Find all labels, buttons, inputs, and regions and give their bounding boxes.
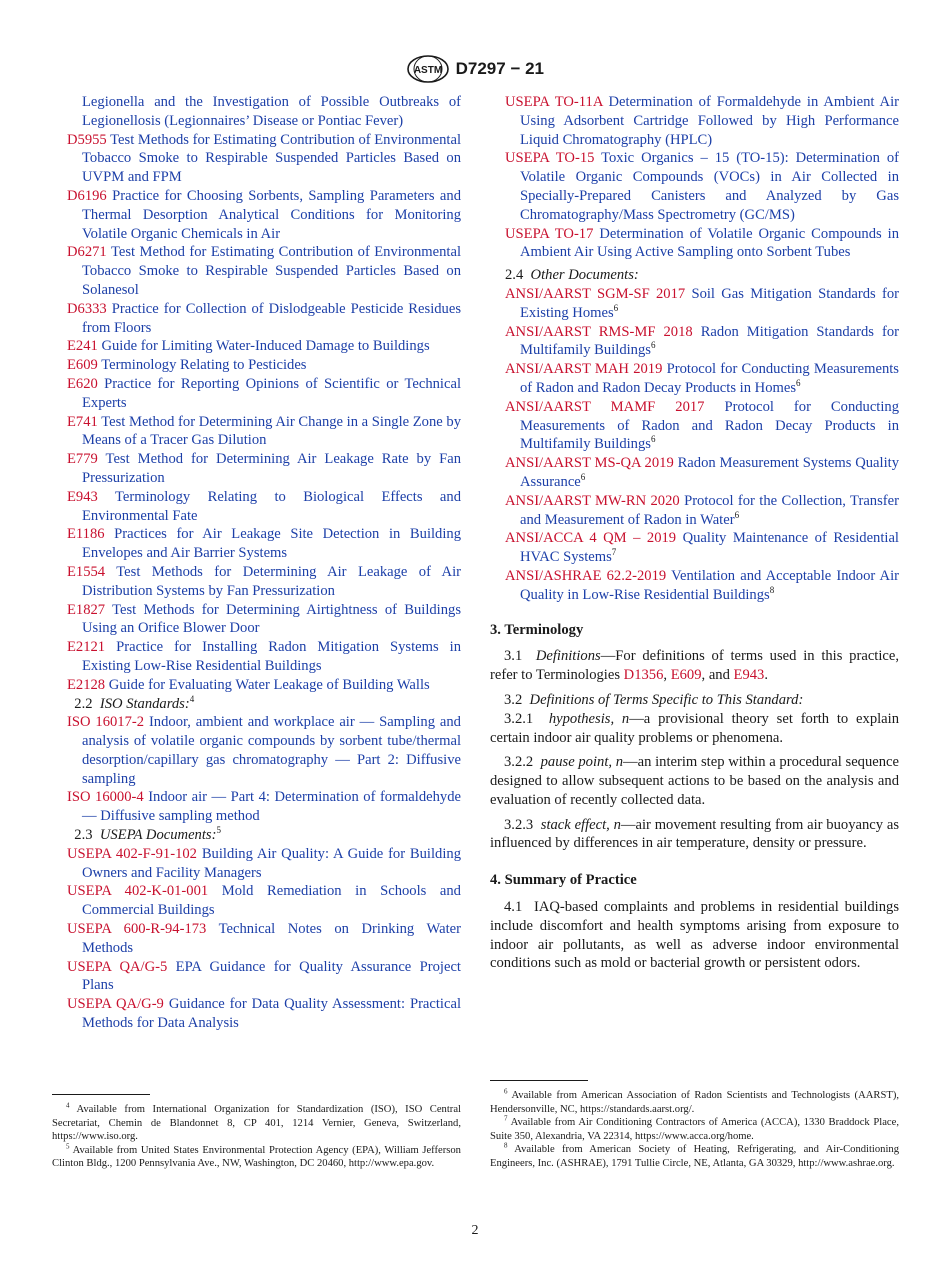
reference-code-link[interactable]: USEPA 402-F-91-102 xyxy=(67,845,197,862)
reference-code-link[interactable]: USEPA 600-R-94-173 xyxy=(67,921,207,938)
reference-title-link[interactable]: Test Methods for Estimating Contribution of Environmental Tobacco Smoke to Respirable Suspended Particles Based on UVPM and FPM xyxy=(82,131,461,186)
reference-code-link[interactable]: ISO 16017-2 xyxy=(67,714,145,731)
reference-list-astm xyxy=(67,131,461,695)
footnote xyxy=(490,1143,899,1170)
reference-code-link[interactable]: E2121 xyxy=(67,639,106,656)
reference-title-link[interactable]: Test Method for Estimating Contribution of Environmental Tobacco Smoke to Respirable Suspended Particles Based on Solanesol xyxy=(82,244,461,298)
reference-item xyxy=(505,360,899,398)
footnote-text: Available from Air Conditioning Contractors of America (ACCA), 1330 Braddock Place, Suite 350, Alexandria, VA 22314, https://www.acca.org/home. xyxy=(490,1117,899,1142)
section-3-heading: 3. Terminology xyxy=(490,621,584,638)
footnote-text: Available from American Society of Heating, Refrigerating, and Air-Conditioning Engineers, Inc. (ASHRAE), 1791 Tullie Circle, NE, Atlanta, GA 30329, http://www.ashrae.org. xyxy=(490,1144,899,1169)
reference-item xyxy=(67,337,461,356)
reference-title-link[interactable]: Indoor, ambient and workplace air — Sampling and analysis of volatile organic compounds by sorbent tube/thermal desorption/capillary gas chromatography — Part 2: Diffusive sampling xyxy=(82,714,461,787)
footnote-marker: 6 xyxy=(650,434,656,445)
reference-code-link[interactable]: ANSI/AARST SGM-SF 2017 xyxy=(505,285,686,302)
reference-code-link[interactable]: E2128 xyxy=(67,676,106,693)
reference-title-link[interactable]: Protocol for the Collection, Transfer and Measurement of Radon in Water xyxy=(520,492,899,528)
paragraph-4-1: 4.1 IAQ-based complaints and problems in residential buildings include discomfort and health symptoms arising from exposure to indoor air pollutants, as well as adverse indoor environmental conditions such as mold or bacterial growth or persistent odors. xyxy=(490,899,900,972)
right-column xyxy=(490,93,900,973)
reference-code-link[interactable]: USEPA QA/G-9 xyxy=(67,996,164,1013)
reference-title-link[interactable]: Practices for Air Leakage Site Detection in Building Envelopes and Air Barrier Systems xyxy=(82,526,461,562)
footnote-marker: 6 xyxy=(613,302,619,313)
reference-code-link[interactable]: ANSI/ASHRAE 62.2-2019 xyxy=(505,567,667,584)
paragraph-3-2-1: 3.2.1 hypothesis, n—a provisional theory set forth to explain certain indoor air quality problems or phenomena. xyxy=(490,710,899,746)
reference-item xyxy=(67,958,461,996)
reference-code-link[interactable]: ANSI/AARST MW-RN 2020 xyxy=(505,492,680,509)
reference-title-link[interactable]: Guide for Limiting Water-Induced Damage to Buildings xyxy=(101,338,430,355)
reference-code-link[interactable]: E241 xyxy=(67,338,98,355)
reference-code-link[interactable]: ANSI/AARST MAH 2019 xyxy=(505,361,663,378)
reference-code-link[interactable]: USEPA 402-K-01-001 xyxy=(67,883,209,900)
reference-title-link[interactable]: Practice for Collection of Dislodgeable Pesticide Residues from Floors xyxy=(82,300,461,336)
svg-text:ASTM: ASTM xyxy=(413,65,443,76)
reference-title-link[interactable]: Test Methods for Determining Air Leakage of Air Distribution Systems by Fan Pressurization xyxy=(82,563,461,599)
reference-code-link[interactable]: E620 xyxy=(67,375,98,392)
reference-item xyxy=(67,676,461,695)
footnote-text: Available from International Organization for Standardization (ISO), ISO Central Secretariat, Chemin de Blandonnet 8, CP 401, 1214 Vernier, Geneva, Switzerland, https://www.iso.org. xyxy=(52,1104,461,1143)
footnote-text: Available from United States Environmental Protection Agency (EPA), William Jefferson Clinton Bldg., 1200 Pennsylvania Ave., NW, Washington, DC 20460, http://www.epa.gov. xyxy=(52,1144,461,1170)
footnote-marker: 7 xyxy=(611,547,617,558)
reference-item xyxy=(67,131,461,187)
reference-item xyxy=(67,638,461,676)
usepa-documents-heading: 2.3 USEPA Documents:$^5$ xyxy=(74,825,221,844)
reference-title-link[interactable]: Determination of Volatile Organic Compounds in Ambient Air Using Active Sampling onto Sorbent Tubes xyxy=(520,225,900,261)
reference-code-link[interactable]: E1554 xyxy=(67,563,106,580)
reference-code-link[interactable]: USEPA TO-17 xyxy=(505,225,594,242)
reference-code-link[interactable]: D6333 xyxy=(67,300,107,317)
reference-list-usepa xyxy=(67,845,461,1033)
reference-code-link[interactable]: USEPA TO-11A xyxy=(505,94,603,110)
reference-item xyxy=(505,454,899,492)
reference-code-link[interactable]: D5955 xyxy=(67,131,107,148)
reference-title-link[interactable]: Ventilation and Acceptable Indoor Air Quality in Low-Rise Residential Buildings xyxy=(520,567,899,603)
reference-item xyxy=(505,323,899,361)
reference-item xyxy=(67,525,461,563)
reference-code-link[interactable]: E1827 xyxy=(67,601,106,618)
reference-title-link[interactable]: Practice for Reporting Opinions of Scientific or Technical Experts xyxy=(82,375,461,411)
reference-code-link[interactable]: ANSI/AARST MAMF 2017 xyxy=(505,398,705,415)
footnote-text: Available from American Association of Radon Scientists and Technologists (AARST), Hendersonville, NC, https://standards.aarst.org/. xyxy=(490,1090,899,1115)
reference-item xyxy=(67,488,461,526)
reference-item xyxy=(505,285,899,323)
section-4-heading: 4. Summary of Practice xyxy=(490,872,637,889)
reference-item xyxy=(67,995,461,1033)
reference-title-link[interactable]: Guidance for Data Quality Assessment: Practical Methods for Data Analysis xyxy=(82,996,461,1032)
reference-item xyxy=(505,149,899,224)
footnote-marker: 6 xyxy=(650,340,656,351)
reference-item xyxy=(67,300,461,338)
reference-item xyxy=(505,567,899,605)
reference-code-link[interactable]: D6196 xyxy=(67,187,107,204)
reference-code-link[interactable]: E779 xyxy=(67,451,98,468)
reference-code-link[interactable]: USEPA TO-15 xyxy=(505,150,595,167)
continued-reference xyxy=(67,93,461,131)
reference-title-link[interactable]: Quality Maintenance of Residential HVAC Systems xyxy=(520,530,899,566)
reference-code-link[interactable]: ISO 16000-4 xyxy=(67,789,144,806)
reference-item xyxy=(505,529,899,567)
reference-title-link[interactable]: Building Air Quality: A Guide for Building Owners and Facility Managers xyxy=(82,845,461,881)
footnote-number: 5 xyxy=(66,1142,70,1151)
reference-item xyxy=(67,788,461,826)
reference-title-link[interactable]: Indoor air — Part 4: Determination of formaldehyde — Diffusive sampling method xyxy=(82,789,461,825)
reference-title-link[interactable]: Practice for Choosing Sorbents, Sampling Parameters and Thermal Desorption Analytical Conditions for Monitoring Volatile Organic Chemicals in Air xyxy=(82,187,461,242)
document-id: D7297 − 21 xyxy=(455,58,545,78)
reference-item xyxy=(67,601,461,639)
reference-list-iso xyxy=(67,713,461,826)
paragraph-3-1: 3.1 Definitions—For definitions of terms used in this practice, refer to Terminologies D1356, E609, and E943. xyxy=(490,648,900,684)
continued-reference-title[interactable]: Legionella and the Investigation of Possible Outbreaks of Legionellosis (Legionnaires’ Disease or Pontiac Fever) xyxy=(82,94,461,129)
astm-logo-icon xyxy=(406,54,450,84)
reference-code-link[interactable]: E943 xyxy=(67,488,98,505)
reference-title-link[interactable]: Radon Measurement Systems Quality Assurance xyxy=(520,455,899,490)
reference-code-link[interactable]: USEPA QA/G-5 xyxy=(67,958,168,975)
paragraph-3-2-2: 3.2.2 pause point, n—an interim step within a procedural sequence designed to allow subsequent actions to be based on the analysis and evaluation of recently collected data. xyxy=(490,754,899,808)
other-documents-heading: 2.4 Other Documents: xyxy=(505,267,639,284)
footnote-number: 8 xyxy=(504,1141,508,1150)
reference-code-link[interactable]: ANSI/AARST MS-QA 2019 xyxy=(505,455,674,472)
reference-item xyxy=(67,187,461,243)
reference-list-other xyxy=(505,285,899,605)
footnote-marker: 6 xyxy=(580,472,586,483)
footnotes-right xyxy=(490,1089,899,1171)
footnote-number: 4 xyxy=(66,1101,70,1110)
left-column xyxy=(67,93,461,1033)
reference-item xyxy=(505,225,899,263)
reference-code-link[interactable]: ANSI/AARST RMS-MF 2018 xyxy=(505,323,693,340)
reference-item xyxy=(67,845,461,883)
paragraph-3-2-3: 3.2.3 stack effect, n—air movement resulting from air buoyancy as influenced by differences in air temperature, density or pressure. xyxy=(490,816,899,852)
reference-item xyxy=(67,356,461,375)
reference-code-link[interactable]: E609 xyxy=(67,357,98,374)
reference-item xyxy=(505,93,899,149)
footnote-marker: 8 xyxy=(769,584,775,595)
page-header xyxy=(0,54,950,84)
reference-item xyxy=(67,713,461,788)
footnote-marker: 6 xyxy=(734,509,740,520)
reference-title-link[interactable]: Practice for Installing Radon Mitigation Systems in Existing Low-Rise Residential Buildings xyxy=(82,639,461,674)
page-number: 2 xyxy=(471,1223,479,1238)
section-3 xyxy=(490,621,899,974)
reference-title-link[interactable]: Technical Notes on Drinking Water Methods xyxy=(82,921,461,956)
reference-title-link[interactable]: EPA Guidance for Quality Assurance Project Plans xyxy=(82,958,461,994)
reference-list-usepa-continued xyxy=(505,93,899,262)
reference-code-link[interactable]: D6271 xyxy=(67,244,107,261)
footnote-rule-right xyxy=(490,1080,588,1081)
reference-title-link[interactable]: Protocol for Conducting Measurements of Radon and Radon Decay Products in Homes xyxy=(520,361,899,396)
reference-title-link[interactable]: Test Method for Determining Air Change in a Single Zone by Means of a Tracer Gas Dilution xyxy=(82,413,462,449)
footnote xyxy=(490,1089,899,1116)
reference-title-link[interactable]: Toxic Organics – 15 (TO-15): Determination of Volatile Organic Compounds (VOCs) in Air Collected in Specially-Prepared Canisters and Analyzed by Gas Chromatography/Mass Spectrometry (GC/MS) xyxy=(520,150,899,223)
reference-item xyxy=(67,882,461,920)
footnote-number: 6 xyxy=(504,1087,508,1096)
reference-code-link[interactable]: E741 xyxy=(67,413,98,430)
reference-item xyxy=(67,920,461,958)
reference-code-link[interactable]: E1186 xyxy=(67,526,105,543)
reference-title-link[interactable]: Test Methods for Determining Airtightness of Buildings Using an Orifice Blower Door xyxy=(82,601,461,637)
reference-code-link[interactable]: ANSI/ACCA 4 QM – 2019 xyxy=(505,530,677,547)
reference-title-link[interactable]: Test Method for Determining Air Leakage Rate by Fan Pressurization xyxy=(82,451,462,486)
footnote xyxy=(52,1103,461,1144)
reference-item xyxy=(67,375,461,413)
reference-title-link[interactable]: Guide for Evaluating Water Leakage of Building Walls xyxy=(108,676,430,693)
reference-item xyxy=(67,413,461,451)
iso-standards-heading: 2.2 ISO Standards:$^4$ xyxy=(74,693,195,712)
link-e943[interactable]: E943 xyxy=(733,667,765,684)
reference-item xyxy=(67,450,461,488)
link-d1356[interactable]: D1356 xyxy=(623,667,664,684)
reference-title-link[interactable]: Radon Mitigation Standards for Multifamily Buildings xyxy=(520,323,899,359)
footnote xyxy=(52,1144,461,1171)
footnote-rule-left xyxy=(52,1094,150,1095)
reference-item xyxy=(67,563,461,601)
link-e609[interactable]: E609 xyxy=(670,667,702,684)
reference-title-link[interactable]: Terminology Relating to Pesticides xyxy=(101,357,307,374)
reference-title-link[interactable]: Protocol for Conducting Measurements of Radon and Radon Decay Products in Multifamily Buildings xyxy=(520,398,900,453)
reference-title-link[interactable]: Soil Gas Mitigation Standards for Existing Homes xyxy=(520,285,899,321)
footnotes-left xyxy=(52,1103,461,1171)
reference-item xyxy=(505,492,899,530)
reference-item xyxy=(505,398,899,454)
reference-title-link[interactable]: Determination of Formaldehyde in Ambient Air Using Adsorbent Cartridge Followed by High Performance Liquid Chromatography (HPLC) xyxy=(520,94,899,148)
footnote-number: 7 xyxy=(504,1114,508,1123)
footnote-marker: 6 xyxy=(796,378,801,389)
reference-title-link[interactable]: Terminology Relating to Biological Effects and Environmental Fate xyxy=(82,488,461,524)
reference-item xyxy=(67,243,461,299)
reference-title-link[interactable]: Mold Remediation in Schools and Commercial Buildings xyxy=(82,883,461,919)
paragraph-3-2: 3.2 Definitions of Terms Specific to This Standard: xyxy=(504,691,804,708)
footnote xyxy=(490,1116,899,1143)
